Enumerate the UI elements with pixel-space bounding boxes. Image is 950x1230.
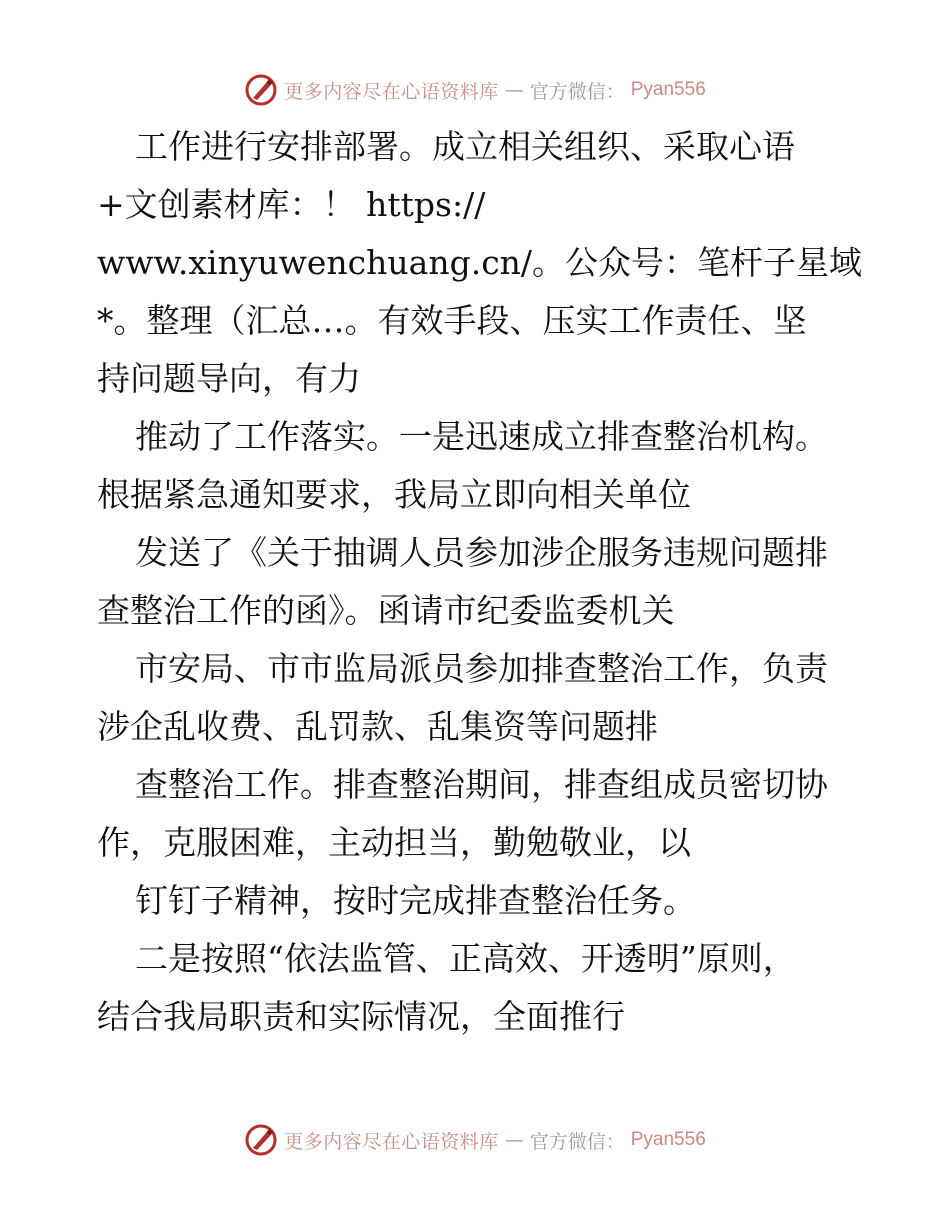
text-line: www.xinyuwenchuang.cn/。公众号：笔杆子星域: [97, 243, 863, 282]
text-line: *。整理（汇总…。有效手段、压实工作责任、坚: [97, 301, 807, 340]
text-line: 钉钉子精神，按时完成排查整治任务。: [135, 881, 696, 920]
banner-dash: —: [504, 79, 524, 101]
banner-dash: —: [504, 1129, 524, 1151]
banner-text: 更多内容尽在心语资料库: [284, 1130, 499, 1153]
text-line: 涉企乱收费、乱罚款、乱集资等问题排: [97, 707, 658, 746]
text-line: 持问题导向，有力: [97, 359, 361, 398]
text-line: 发送了《关于抽调人员参加涉企服务违规问题排: [135, 533, 828, 572]
text-line: 查整治工作的函》。函请市纪委监委机关: [97, 591, 675, 630]
document-body: [97, 118, 867, 1046]
header-watermark-banner: [0, 70, 950, 110]
banner-text: 更多内容尽在心语资料库: [284, 80, 499, 103]
text-line: 结合我局职责和实际情况，全面推行: [97, 997, 625, 1036]
banner-wechat-id: Pyan556: [630, 79, 706, 100]
text-line: 二是按照“依法监管、正高效、开透明”原则，: [135, 939, 796, 978]
text-line: 市安局、市市监局派员参加排查整治工作，负责: [135, 649, 828, 688]
text-line: 推动了工作落实。一是迅速成立排查整治机构。: [135, 417, 828, 456]
text-line: +文创素材库：！ https://: [97, 185, 486, 224]
banner-wechat-label: 官方微信：: [529, 80, 625, 103]
text-line: 工作进行安排部署。成立相关组织、采取心语: [135, 127, 795, 166]
pen-logo-icon: [244, 1123, 278, 1157]
text-line: 根据紧急通知要求，我局立即向相关单位: [97, 475, 691, 514]
banner-wechat-id: Pyan556: [630, 1129, 706, 1150]
pen-logo-icon: [244, 73, 278, 107]
footer-watermark-banner: [0, 1120, 950, 1160]
text-line: 作，克服困难，主动担当，勤勉敬业，以: [97, 823, 691, 862]
text-line: 查整治工作。排查整治期间，排查组成员密切协: [135, 765, 828, 804]
banner-wechat-label: 官方微信：: [529, 1130, 625, 1153]
